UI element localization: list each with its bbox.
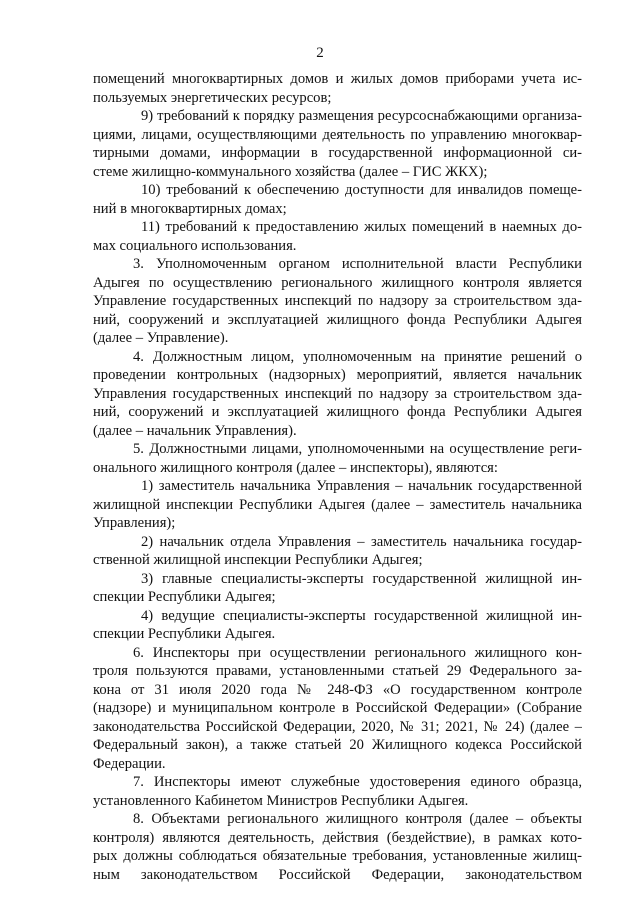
text-line: онального жилищного контроля (далее – инспекторы), являются: — [93, 459, 498, 476]
text-line: ний, сооружений и эксплуатацией жилищного фонда Республики Адыгея — [93, 311, 582, 328]
text-line: контроля) являются деятельность, действия (бездействие), в рамках кото- — [93, 829, 582, 846]
text-line: стеме жилищно-коммунального хозяйства (далее – ГИС ЖКХ); — [93, 163, 488, 180]
text-line: 1) заместитель начальника Управления – начальник государственной — [141, 478, 582, 494]
text-line: законодательства Российской Федерации, 2020, № 31; 2021, № 24) (далее – — [93, 718, 582, 735]
text-line: (надзоре) и муниципальном контроле в Российской Федерации» (Собрание — [93, 700, 582, 716]
text-line: Управление государственных инспекций по надзору за строительством зда- — [93, 293, 582, 309]
page-number: 2 — [316, 45, 324, 61]
text-line: жилищной инспекции Республики Адыгея (далее – заместитель начальника — [93, 496, 582, 513]
text-line: Адыгея по осуществлению регионального жилищного контроля является — [93, 274, 582, 291]
text-line: 11) требований к предоставлению жилых помещений в наемных до- — [141, 219, 582, 235]
text-line: 10) требований к обеспечению доступности для инвалидов помеще- — [141, 182, 582, 198]
text-line: помещений многоквартирных домов и жилых домов приборами учета ис- — [93, 71, 582, 87]
text-line: 5. Должностными лицами, уполномоченными на осуществление реги- — [133, 441, 582, 457]
text-line: проведении контрольных (надзорных) мероприятий, является начальник — [93, 367, 582, 383]
text-line: Федеральный закон), а также статьей 20 Жилищного кодекса Российской — [93, 737, 582, 753]
text-line: 2) начальник отдела Управления – заместитель начальника государ- — [141, 533, 582, 550]
text-line: 6. Инспекторы при осуществлении регионального жилищного кон- — [133, 644, 582, 661]
text-line: спекции Республики Адыгея; — [93, 589, 276, 605]
text-line: 4) ведущие специалисты-эксперты государственной жилищной ин- — [141, 607, 582, 624]
text-line: ным законодательством Российской Федерации, законодательством — [93, 866, 582, 883]
text-line: ний, сооружений и эксплуатацией жилищного фонда Республики Адыгея — [93, 404, 582, 420]
text-line: тирными домами, информации в государственной информационной си- — [93, 145, 582, 161]
text-line: мах социального использования. — [93, 237, 297, 254]
text-line: Управления государственных инспекций по надзору за строительством зда- — [93, 385, 582, 402]
text-line: троля пользуются правами, установленными статьей 29 Федерального за- — [93, 663, 582, 679]
text-line: рых должны соблюдаться обязательные требования, установленные жилищ- — [93, 848, 582, 864]
text-line: 9) требований к порядку размещения ресурсоснабжающими организа- — [141, 108, 582, 124]
document-body — [93, 70, 582, 884]
text-line: 8. Объектами регионального жилищного контроля (далее – объекты — [133, 811, 582, 827]
text-line: ний в многоквартирных домах; — [93, 200, 287, 217]
text-line: Управления); — [93, 515, 176, 531]
text-line: ственной жилищной инспекции Республики Адыгея; — [93, 552, 423, 568]
text-line: установленного Кабинетом Министров Республики Адыгея. — [93, 792, 469, 809]
text-line: 4. Должностным лицом, уполномоченным на принятие решений о — [133, 348, 582, 365]
text-line: 3. Уполномоченным органом исполнительной власти Республики — [133, 256, 582, 272]
text-line: (далее – начальник Управления). — [93, 422, 297, 439]
text-line: Федерации. — [93, 755, 166, 772]
text-line: (далее – Управление). — [93, 330, 229, 346]
text-line: спекции Республики Адыгея. — [93, 626, 276, 642]
text-line: 3) главные специалисты-эксперты государственной жилищной ин- — [141, 570, 582, 587]
text-line: циями, лицами, осуществляющими деятельность по управлению многоквар- — [93, 126, 582, 143]
text-line: пользуемых энергетических ресурсов; — [93, 89, 332, 106]
text-line: 7. Инспекторы имеют служебные удостоверения единого образца, — [133, 774, 582, 790]
text-line: кона от 31 июля 2020 года № 248-ФЗ «О государственном контроле — [93, 681, 582, 698]
